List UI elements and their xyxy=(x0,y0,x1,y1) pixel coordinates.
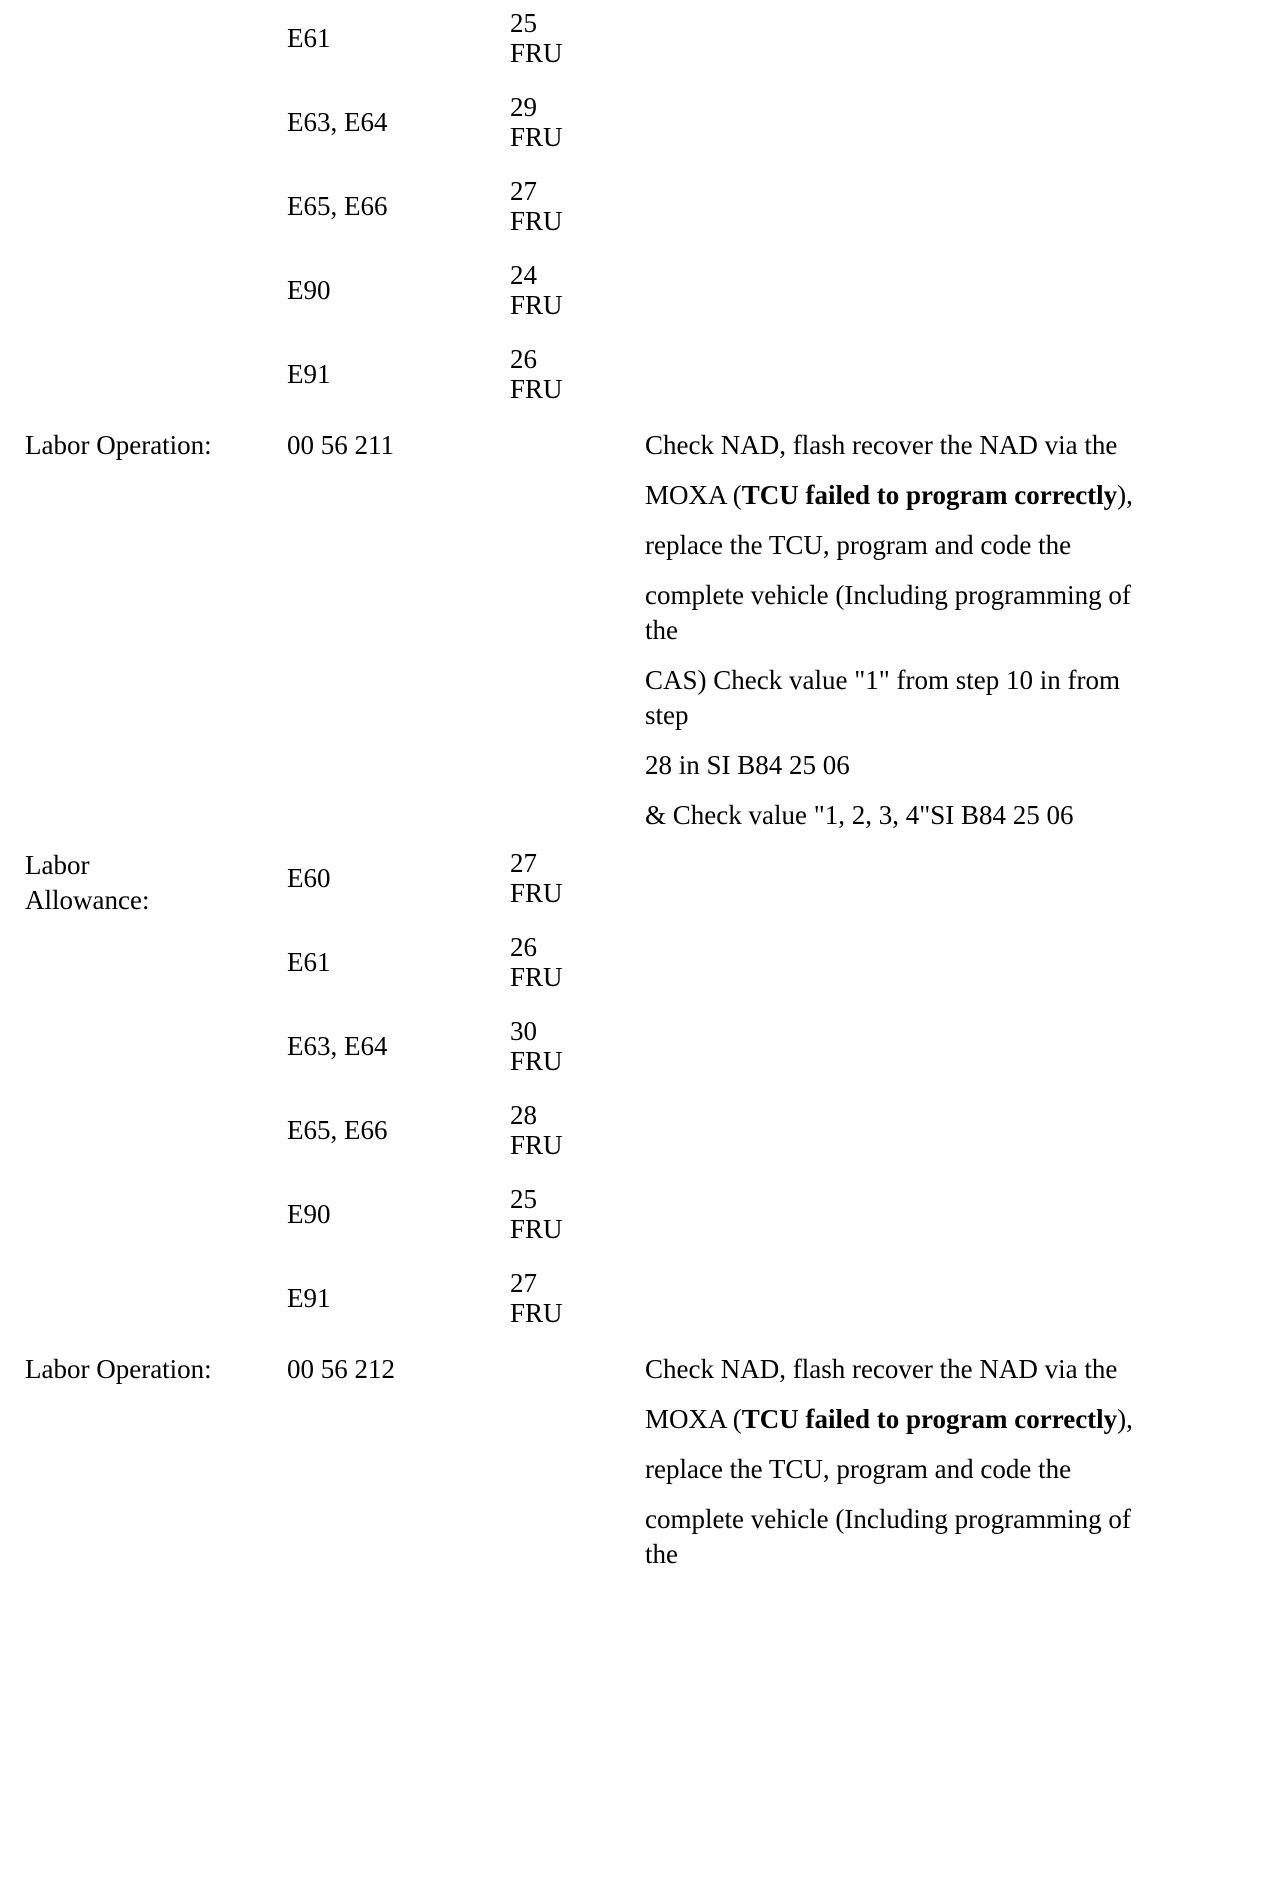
desc-bold-text: TCU failed to program correctly xyxy=(741,1404,1118,1434)
desc-text: ), xyxy=(1117,1404,1133,1434)
fru-value: 25 xyxy=(510,1184,537,1214)
description-line xyxy=(645,1452,1150,1487)
labor-operation-section xyxy=(25,428,1280,848)
desc-text: & Check value "1, 2, 3, 4"SI B84 25 06 xyxy=(645,800,1074,830)
allowance-row xyxy=(287,8,1280,68)
fru-cell xyxy=(510,260,563,320)
desc-text: replace the TCU, program and code the xyxy=(645,530,1072,560)
allowance-row xyxy=(287,1100,1280,1160)
allowance-row xyxy=(287,932,1280,992)
fru-cell xyxy=(510,1184,563,1244)
fru-unit: FRU xyxy=(510,290,563,320)
fru-value: 27 xyxy=(510,848,537,878)
model-code: E90 xyxy=(287,1198,331,1229)
fru-cell xyxy=(510,92,563,152)
fru-value: 29 xyxy=(510,92,537,122)
desc-text: complete vehicle (Including programming of the xyxy=(645,1504,1131,1569)
fru-unit: FRU xyxy=(510,206,563,236)
desc-text: complete vehicle (Including programming of the xyxy=(645,580,1131,645)
labor-allowance-section xyxy=(25,848,1280,1352)
allowance-row xyxy=(287,1016,1280,1076)
allowance-rows xyxy=(287,8,1280,428)
model-code: E63, E64 xyxy=(287,106,388,137)
allowance-row xyxy=(287,176,1280,236)
fru-value: 27 xyxy=(510,176,537,206)
allowance-row xyxy=(287,848,1280,908)
allowance-row xyxy=(287,1268,1280,1328)
allowance-row xyxy=(287,260,1280,320)
fru-value: 26 xyxy=(510,932,537,962)
desc-text: Check NAD, flash recover the NAD via the xyxy=(645,430,1118,460)
model-code: E63, E64 xyxy=(287,1030,388,1061)
desc-text: 28 in SI B84 25 06 xyxy=(645,750,850,780)
labor-operation-description xyxy=(645,1352,1150,1587)
fru-unit: FRU xyxy=(510,878,563,908)
description-line xyxy=(645,1402,1150,1437)
labor-allowance-label-text: Labor Allowance: xyxy=(25,850,150,915)
model-code: E91 xyxy=(287,358,331,389)
fru-unit: FRU xyxy=(510,962,563,992)
desc-bold-text: TCU failed to program correctly xyxy=(741,480,1118,510)
fru-unit: FRU xyxy=(510,1214,563,1244)
description-line xyxy=(645,528,1150,563)
fru-unit: FRU xyxy=(510,1298,563,1328)
labor-operation-label: Labor Operation: xyxy=(25,430,212,460)
description-line xyxy=(645,663,1150,733)
description-line xyxy=(645,1352,1150,1387)
allowance-row xyxy=(287,92,1280,152)
fru-cell xyxy=(510,848,563,908)
fru-value: 30 xyxy=(510,1016,537,1046)
allowance-rows xyxy=(287,848,1280,1352)
fru-unit: FRU xyxy=(510,1046,563,1076)
model-code: E61 xyxy=(287,22,331,53)
fru-cell xyxy=(510,8,563,68)
desc-text: replace the TCU, program and code the xyxy=(645,1454,1072,1484)
description-line xyxy=(645,798,1150,833)
description-line xyxy=(645,478,1150,513)
description-line xyxy=(645,578,1150,648)
desc-text: MOXA ( xyxy=(645,480,742,510)
fru-value: 25 xyxy=(510,8,537,38)
labor-allowance-rows-continued xyxy=(25,8,1280,428)
labor-operation-section xyxy=(25,1352,1280,1587)
model-code: E65, E66 xyxy=(287,190,388,221)
fru-value: 26 xyxy=(510,344,537,374)
fru-cell xyxy=(510,1268,563,1328)
fru-cell xyxy=(510,176,563,236)
labor-operation-code: 00 56 211 xyxy=(287,430,394,460)
model-code: E60 xyxy=(287,862,331,893)
fru-cell xyxy=(510,1100,563,1160)
model-code: E65, E66 xyxy=(287,1114,388,1145)
desc-text: CAS) Check value "1" from step 10 in from step xyxy=(645,665,1120,730)
model-code: E61 xyxy=(287,946,331,977)
fru-cell xyxy=(510,1016,563,1076)
desc-text: ), xyxy=(1117,480,1133,510)
desc-text: Check NAD, flash recover the NAD via the xyxy=(645,1354,1118,1384)
description-line xyxy=(645,428,1150,463)
fru-unit: FRU xyxy=(510,38,563,68)
labor-operation-label: Labor Operation: xyxy=(25,1354,212,1384)
fru-cell xyxy=(510,932,563,992)
desc-text: MOXA ( xyxy=(645,1404,742,1434)
fru-value: 24 xyxy=(510,260,537,290)
labor-operation-code: 00 56 212 xyxy=(287,1354,395,1384)
fru-unit: FRU xyxy=(510,1130,563,1160)
model-code: E91 xyxy=(287,1282,331,1313)
labor-allowance-label xyxy=(25,848,287,918)
fru-unit: FRU xyxy=(510,122,563,152)
allowance-row xyxy=(287,344,1280,404)
fru-cell xyxy=(510,344,563,404)
labor-operation-description xyxy=(645,428,1150,848)
description-line xyxy=(645,748,1150,783)
model-code: E90 xyxy=(287,274,331,305)
fru-value: 27 xyxy=(510,1268,537,1298)
fru-value: 28 xyxy=(510,1100,537,1130)
allowance-row xyxy=(287,1184,1280,1244)
description-line xyxy=(645,1502,1150,1572)
fru-unit: FRU xyxy=(510,374,563,404)
